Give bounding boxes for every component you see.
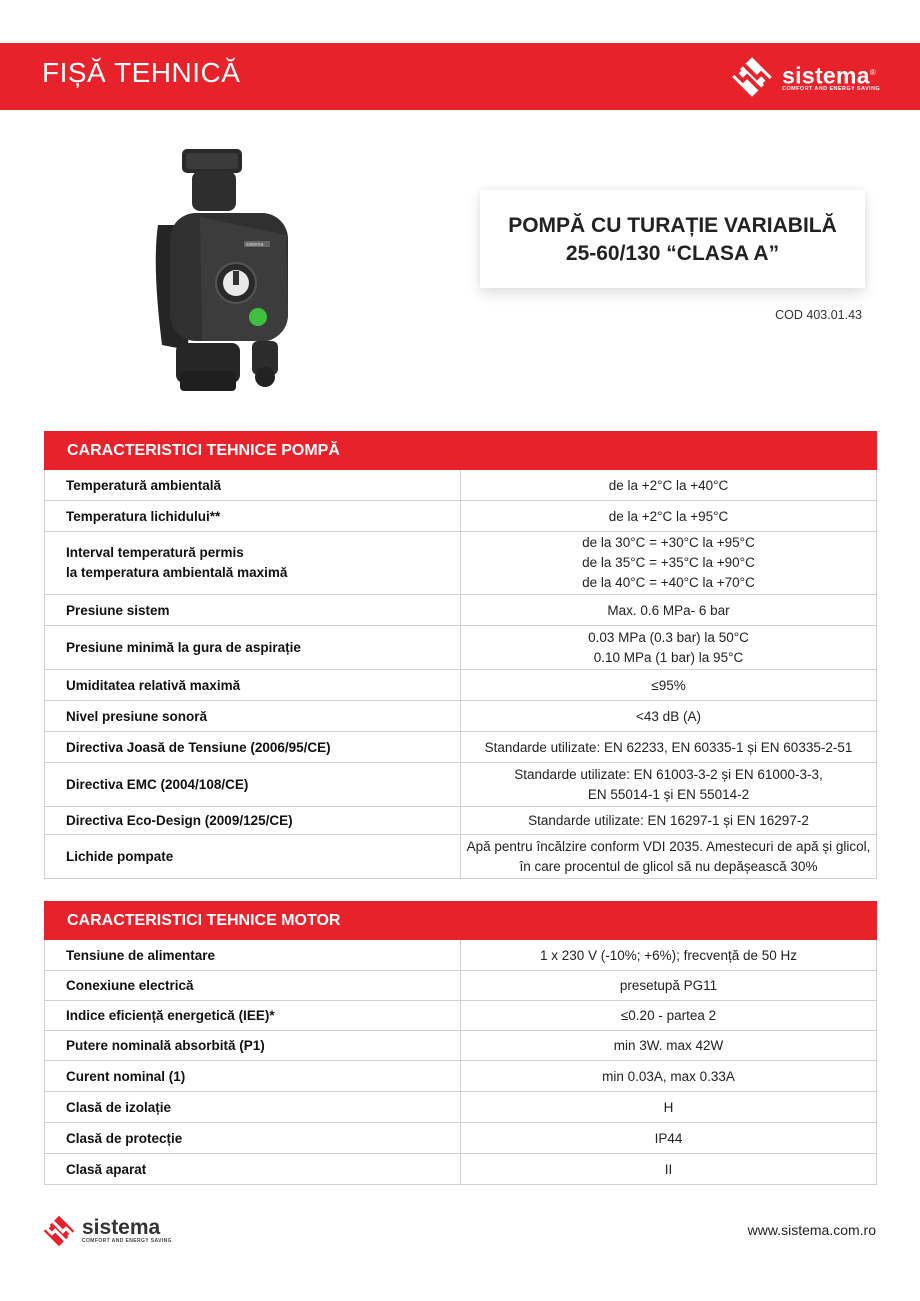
spec-label-line: Temperatură ambientală: [66, 477, 222, 493]
spec-value: [461, 701, 877, 732]
spec-value: [461, 532, 877, 595]
spec-label-line: Interval temperatură permis: [66, 545, 244, 560]
spec-value: [461, 1092, 877, 1123]
pump-product-image: [148, 145, 308, 395]
registered-mark: ®: [869, 67, 877, 77]
table-row: [45, 595, 877, 626]
spec-label: [45, 835, 461, 879]
spec-label: [45, 532, 461, 595]
spec-label-line: Clasă aparat: [66, 1161, 147, 1177]
spec-value: [461, 1031, 877, 1061]
spec-value: [461, 940, 877, 971]
spec-value-line: Apă pentru încălzire conform VDI 2035. Amestecuri de apă și glicol,: [466, 838, 871, 854]
table-row: [45, 1092, 877, 1123]
spec-label: [45, 763, 461, 807]
spec-label: [45, 971, 461, 1001]
spec-label-line: Lichide pompate: [66, 849, 174, 864]
product-code: COD 403.01.43: [775, 308, 862, 322]
table-row: [45, 1154, 877, 1185]
spec-label: [45, 940, 461, 971]
table-row: [45, 701, 877, 732]
spec-value-line: de la 40°C = +40°C la +70°C: [582, 575, 755, 590]
spec-value: [461, 1061, 877, 1092]
spec-value-line: H: [663, 1099, 674, 1115]
spec-value: [461, 595, 877, 626]
spec-label-line: Curent nominal (1): [66, 1068, 186, 1084]
sistema-logo-icon: [730, 55, 774, 99]
spec-value-line: 0.03 MPa (0.3 bar) la 50°C: [588, 629, 749, 645]
table-row: [45, 807, 877, 835]
spec-label: [45, 1001, 461, 1031]
spec-value-line: min 3W. max 42W: [613, 1038, 724, 1053]
table-row: [45, 626, 877, 670]
table-row: [45, 940, 877, 971]
spec-label-line: Indice eficiență energetică (IEE)*: [66, 1008, 275, 1023]
spec-label: [45, 1092, 461, 1123]
spec-value-line: în care procentul de glicol să nu depășească 30%: [519, 858, 818, 874]
spec-value: [461, 807, 877, 835]
spec-label: [45, 1031, 461, 1061]
table-row: [45, 732, 877, 763]
spec-value: [461, 1154, 877, 1185]
spec-value-line: IP44: [654, 1130, 683, 1146]
spec-value-line: de la 35°C = +35°C la +90°C: [582, 555, 755, 570]
spec-value-line: 0.10 MPa (1 bar) la 95°C: [593, 649, 744, 665]
spec-value-line: ≤95%: [651, 677, 686, 693]
spec-label: [45, 501, 461, 532]
product-title-card: [480, 190, 865, 288]
spec-label-line: Directiva Eco-Design (2009/125/CE): [66, 813, 293, 828]
header-bar: [0, 43, 920, 110]
footer-brand-name: sistema: [82, 1216, 161, 1239]
motor-spec-table: [44, 901, 877, 1185]
pump-table-heading: CARACTERISTICI TEHNICE POMPĂ: [45, 432, 877, 470]
table-row: [45, 470, 877, 501]
spec-label-line: Directiva Joasă de Tensiune (2006/95/CE): [66, 739, 331, 755]
spec-value-line: min 0.03A, max 0.33A: [602, 1068, 735, 1084]
spec-label-line: Presiune sistem: [66, 602, 170, 618]
spec-value: [461, 670, 877, 701]
spec-value-line: <43 dB (A): [636, 708, 701, 724]
spec-value-line: presetupă PG11: [619, 978, 718, 993]
table-row: [45, 501, 877, 532]
spec-value: [461, 835, 877, 879]
spec-label: [45, 626, 461, 670]
spec-label: [45, 807, 461, 835]
spec-label-line: Clasă de protecție: [66, 1130, 183, 1146]
spec-value-line: de la +2°C la +95°C: [608, 508, 729, 524]
table-row: [45, 971, 877, 1001]
spec-value: [461, 732, 877, 763]
spec-value-line: 1 x 230 V (-10%; +6%); frecvență de 50 Hz: [539, 947, 797, 963]
spec-label: [45, 1154, 461, 1185]
spec-value: [461, 626, 877, 670]
spec-label: [45, 1061, 461, 1092]
spec-value: [461, 501, 877, 532]
table-row: [45, 763, 877, 807]
spec-label-line: la temperatura ambientală maximă: [66, 565, 288, 580]
product-title-line1: POMPĂ CU TURAȚIE VARIABILĂ: [508, 214, 837, 237]
spec-label: [45, 595, 461, 626]
spec-label: [45, 1123, 461, 1154]
spec-label: [45, 470, 461, 501]
spec-value-line: ≤0.20 - partea 2: [620, 1008, 717, 1023]
spec-label: [45, 670, 461, 701]
footer-brand-tagline: COMFORT AND ENERGY SAVING: [82, 1238, 172, 1244]
spec-value-line: Standarde utilizate: EN 61003-3-2 și EN 61000-3-3,: [514, 766, 823, 782]
spec-value-line: Standarde utilizate: EN 16297-1 și EN 16297-2: [528, 813, 809, 828]
brand-logo: [730, 55, 880, 99]
spec-value: [461, 470, 877, 501]
pump-brand-label: sistema: [246, 242, 264, 248]
table-row: [45, 1001, 877, 1031]
spec-value: [461, 763, 877, 807]
spec-label-line: Directiva EMC (2004/108/CE): [66, 777, 249, 792]
spec-label-line: Temperatura lichidului**: [66, 508, 221, 524]
spec-label-line: Clasă de izolație: [66, 1099, 172, 1115]
motor-table-heading: CARACTERISTICI TEHNICE MOTOR: [45, 902, 877, 940]
spec-value: [461, 1123, 877, 1154]
table-row: [45, 835, 877, 879]
spec-label-line: Presiune minimă la gura de aspirație: [66, 640, 301, 655]
spec-value-line: II: [664, 1161, 673, 1177]
spec-value-line: Standarde utilizate: EN 62233, EN 60335-1 și EN 60335-2-51: [484, 739, 853, 755]
spec-value-line: Max. 0.6 MPa- 6 bar: [607, 602, 730, 618]
spec-label-line: Putere nominală absorbită (P1): [66, 1038, 265, 1053]
pump-spec-table: [44, 431, 877, 879]
spec-value-line: EN 55014-1 și EN 55014-2: [587, 786, 750, 802]
table-row: [45, 670, 877, 701]
table-row: [45, 1061, 877, 1092]
product-title-line2: 25-60/130 “CLASA A”: [565, 242, 780, 265]
spec-label: [45, 701, 461, 732]
brand-tagline: COMFORT AND ENERGY SAVING: [782, 86, 880, 93]
spec-value-line: de la +2°C la +40°C: [608, 477, 729, 493]
spec-label-line: Tensiune de alimentare: [66, 947, 216, 963]
table-row: [45, 1123, 877, 1154]
spec-label-line: Umiditatea relativă maximă: [66, 677, 241, 693]
table-row: [45, 1031, 877, 1061]
brand-name: sistema: [782, 62, 870, 89]
footer-logo: [42, 1214, 172, 1248]
footer-website-link[interactable]: www.sistema.com.ro: [747, 1222, 876, 1238]
spec-label: [45, 732, 461, 763]
spec-label-line: Nivel presiune sonoră: [66, 708, 208, 724]
spec-label-line: Conexiune electrică: [66, 978, 194, 993]
sistema-logo-icon: [42, 1214, 76, 1248]
spec-value-line: de la 30°C = +30°C la +95°C: [582, 535, 755, 550]
page-title: FIȘĂ TEHNICĂ: [42, 57, 241, 88]
table-row: [45, 532, 877, 595]
spec-value: [461, 971, 877, 1001]
spec-value: [461, 1001, 877, 1031]
